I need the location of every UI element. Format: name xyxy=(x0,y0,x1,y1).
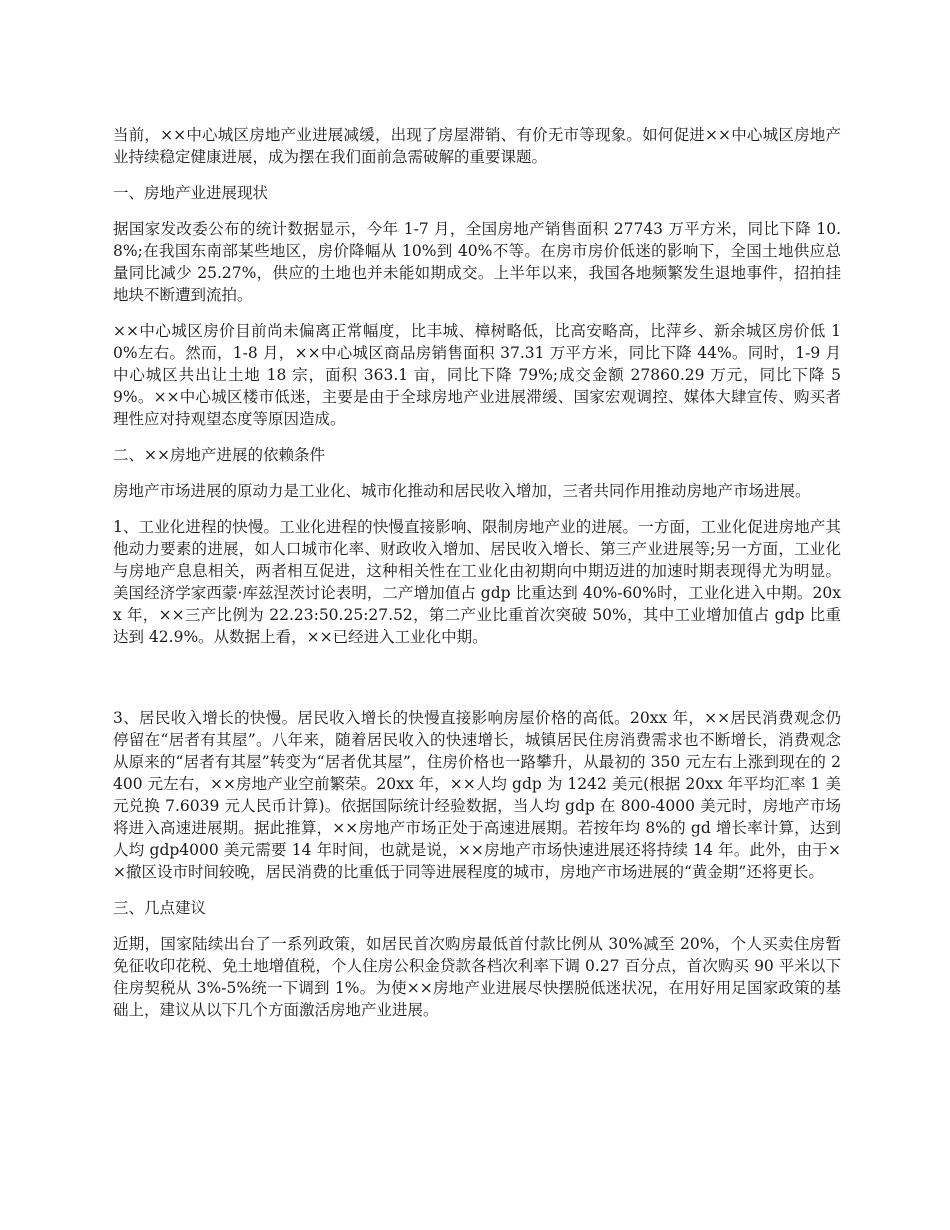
body-paragraph: 近期，国家陆续出台了一系列政策，如居民首次购房最低首付款比例从 30%减至 20%，个人买卖住房暂免征收印花税、免土地增值税，个人住房公积金贷款各档次利率下调 0.27 百分点，首次购买 90 平米以下住房契税从 3%-5%统一下调到 1%。为使××房地产业进展尽快摆脱低迷状况，在用好用足国家政策的基础上，建议从以下几个方面激活房地产业进展。 xyxy=(113,935,841,1019)
blank-spacer xyxy=(113,662,841,707)
intro-paragraph: 当前，××中心城区房地产业进展减缓，出现了房屋滞销、有价无市等现象。如何促进××中心城区房地产业持续稳定健康进展，成为摆在我们面前急需破解的重要课题。 xyxy=(113,126,841,166)
section-heading-1: 一、房地产业进展现状 xyxy=(113,184,269,202)
body-paragraph: 据国家发改委公布的统计数据显示，今年 1-7 月，全国房地产销售面积 27743 万平方米，同比下降 10.8%;在我国东南部某些地区，房价降幅从 10%到 40%不等。在房市房价低迷的影响下，全国土地供应总量同比减少 25.27%，供应的土地也并未能如期成交。上半年以来，我国各地频繁发生退地事件，招拍挂地块不断遭到流拍。 xyxy=(113,220,841,304)
section-heading-3: 三、几点建议 xyxy=(113,899,207,917)
body-paragraph: 1、工业化进程的快慢。工业化进程的快慢直接影响、限制房地产业的进展。一方面，工业化促进房地产其他动力要素的进展，如人口城市化率、财政收入增加、居民收入增长、第三产业进展等;另一方面，工业化与房地产息息相关，两者相互促进，这种相关性在工业化由初期向中期迈进的加速时期表现得尤为明显。美国经济学家西蒙·库兹涅茨讨论表明，二产增加值占 gdp 比重达到 40%-60%时，工业化进入中期。20xx 年，××三产比例为 22.23:50.25:27.52，第二产业比重首次突破 50%，其中工业增加值占 gdp 比重达到 42.9%。从数据上看，××已经进入工业化中期。 xyxy=(113,518,841,646)
body-paragraph: 3、居民收入增长的快慢。居民收入增长的快慢直接影响房屋价格的高低。20xx 年，××居民消费观念仍停留在“居者有其屋”。八年来，随着居民收入的快速增长，城镇居民住房消费需求也不断增长，消费观念从原来的“居者有其屋”转变为“居者优其屋”，住房价格也一路攀升，从最初的 350 元左右上涨到现在的 2400 元左右，××房地产业空前繁荣。20xx 年，××人均 gdp 为 1242 美元(根据 20xx 年平均汇率 1 美元兑换 7.6039 元人民币计算)。依据国际统计经验数据，当人均 gdp 在 800-4000 美元时，房地产市场将进入高速进展期。据此推算，××房地产市场正处于高速进展期。若按年均 8%的 gd 增长率计算，达到人均 gdp4000 美元需要 14 年时间，也就是说，××房地产市场快速进展还将持续 14 年。此外，由于××撤区设市时间较晚，居民消费的比重低于同等进展程度的城市，房地产市场进展的“黄金期”还将更长。 xyxy=(113,709,841,881)
body-paragraph: ××中心城区房价目前尚未偏离正常幅度，比丰城、樟树略低，比高安略高，比萍乡、新余城区房价低 10%左右。然而，1-8 月，××中心城区商品房销售面积 37.31 万平方米，同比下降 44%。同时，1-9 月中心城区共出让土地 18 宗，面积 363.1 亩，同比下降 79%;成交金额 27860.29 万元，同比下降 59%。××中心城区楼市低迷，主要是由于全球房地产业进展滞缓、国家宏观调控、媒体大肆宣传、购买者理性应对持观望态度等原因造成。 xyxy=(113,322,841,428)
document-body xyxy=(113,124,841,1035)
section-heading-2: 二、××房地产进展的依赖条件 xyxy=(113,446,325,464)
body-paragraph: 房地产市场进展的原动力是工业化、城市化推动和居民收入增加，三者共同作用推动房地产市场进展。 xyxy=(113,482,811,500)
